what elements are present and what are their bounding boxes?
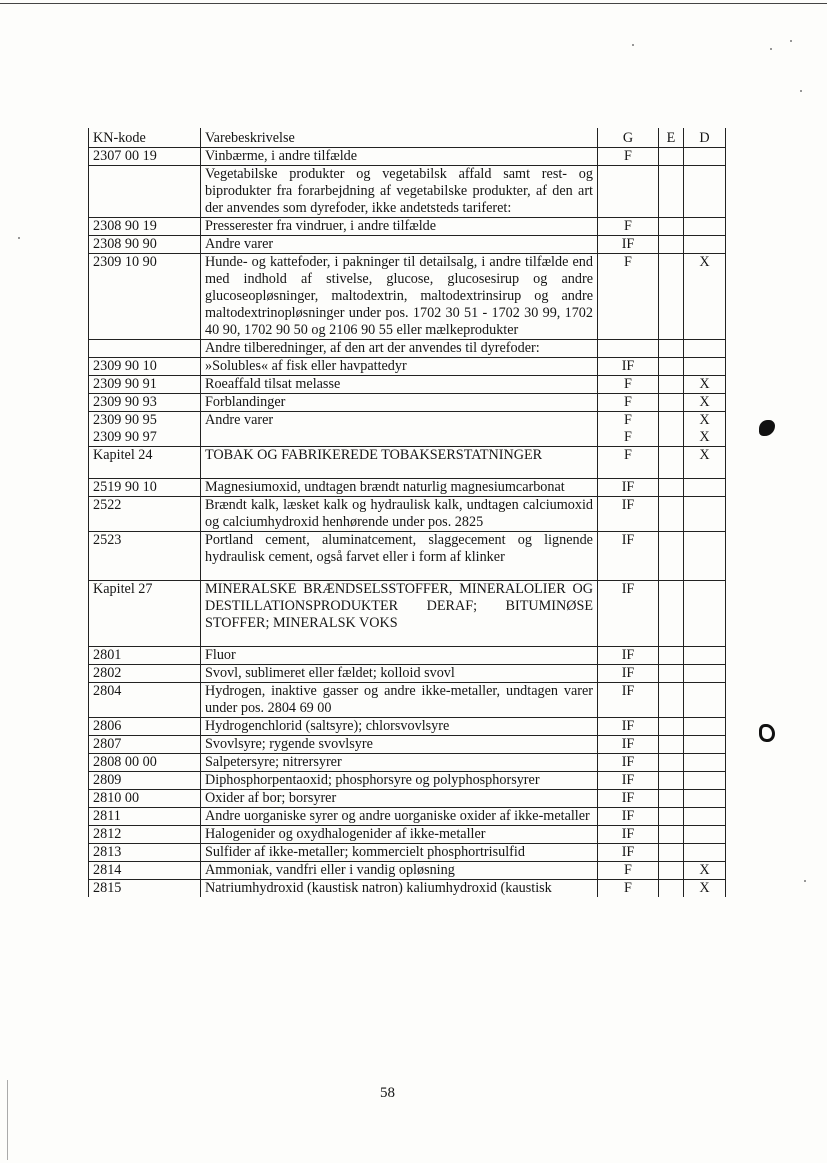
row-d: X — [684, 447, 726, 479]
row-code: 2809 — [89, 772, 201, 790]
row-g: IF — [598, 808, 659, 826]
row-e — [659, 718, 684, 736]
row-e — [659, 772, 684, 790]
table-row — [89, 754, 726, 772]
row-d — [684, 826, 726, 844]
row-code: 2804 — [89, 683, 201, 718]
row-description: Presserester fra vindruer, i andre tilfælde — [201, 218, 598, 236]
row-d — [684, 340, 726, 358]
row-code: 2808 00 00 — [89, 754, 201, 772]
row-d: X — [684, 412, 726, 430]
row-d — [684, 479, 726, 497]
row-e — [659, 447, 684, 479]
table-row — [89, 376, 726, 394]
row-code: 2814 — [89, 862, 201, 880]
row-g: IF — [598, 754, 659, 772]
row-d — [684, 166, 726, 218]
table-row — [89, 880, 726, 898]
header-e: E — [659, 128, 684, 148]
row-code: 2815 — [89, 880, 201, 898]
row-g: IF — [598, 844, 659, 862]
row-code: 2813 — [89, 844, 201, 862]
row-description: Natriumhydroxid (kaustisk natron) kaliumhydroxid (kaustisk — [201, 880, 598, 898]
row-code: 2309 90 10 — [89, 358, 201, 376]
row-d: X — [684, 429, 726, 447]
row-e — [659, 532, 684, 581]
row-description — [201, 429, 598, 447]
row-e — [659, 826, 684, 844]
row-g: IF — [598, 736, 659, 754]
row-g: IF — [598, 358, 659, 376]
row-g: F — [598, 148, 659, 166]
table-row — [89, 497, 726, 532]
row-code: 2801 — [89, 647, 201, 665]
row-g: F — [598, 376, 659, 394]
table-row — [89, 166, 726, 218]
row-code: 2806 — [89, 718, 201, 736]
header-g: G — [598, 128, 659, 148]
table-row — [89, 412, 726, 430]
row-g: F — [598, 394, 659, 412]
row-code: 2309 90 91 — [89, 376, 201, 394]
row-code: 2523 — [89, 532, 201, 581]
row-e — [659, 429, 684, 447]
row-description: Hydrogenchlorid (saltsyre); chlorsvovlsyre — [201, 718, 598, 736]
customs-code-table — [88, 128, 726, 897]
scan-speck — [18, 237, 20, 239]
scan-speck — [770, 48, 772, 50]
row-d — [684, 665, 726, 683]
row-g: IF — [598, 790, 659, 808]
scan-speck — [790, 40, 792, 42]
table-row — [89, 148, 726, 166]
row-g: IF — [598, 683, 659, 718]
row-description: »Solubles« af fisk eller havpattedyr — [201, 358, 598, 376]
row-code: 2309 10 90 — [89, 254, 201, 340]
row-e — [659, 340, 684, 358]
row-code: 2802 — [89, 665, 201, 683]
table-header-row — [89, 128, 726, 148]
row-code: 2522 — [89, 497, 201, 532]
row-code: 2811 — [89, 808, 201, 826]
row-description: Salpetersyre; nitrersyrer — [201, 754, 598, 772]
row-code: Kapitel 27 — [89, 581, 201, 647]
row-description: Vinbærme, i andre tilfælde — [201, 148, 598, 166]
table-row — [89, 254, 726, 340]
row-g: F — [598, 880, 659, 898]
table-row — [89, 808, 726, 826]
table-row — [89, 479, 726, 497]
row-description: MINERALSKE BRÆNDSELSSTOFFER, MINERALOLIER OG DESTILLATIONSPRODUKTER DERAF; BITUMINØSE STOFFER; MINERALSK VOKS — [201, 581, 598, 647]
table-row — [89, 532, 726, 581]
table-row — [89, 358, 726, 376]
row-d — [684, 718, 726, 736]
row-e — [659, 358, 684, 376]
row-d — [684, 790, 726, 808]
row-e — [659, 862, 684, 880]
row-description: Vegetabilske produkter og vegetabilsk affald samt rest- og biprodukter fra forarbejdning af vegetabilske produkter, af den art der anvendes som dyrefoder, ikke andetsteds tariferet: — [201, 166, 598, 218]
scan-speck — [632, 44, 634, 46]
row-g: IF — [598, 772, 659, 790]
table-row — [89, 772, 726, 790]
table-row — [89, 736, 726, 754]
table-row — [89, 683, 726, 718]
row-description: Fluor — [201, 647, 598, 665]
row-e — [659, 647, 684, 665]
row-d: X — [684, 394, 726, 412]
header-d: D — [684, 128, 726, 148]
row-description: Andre tilberedninger, af den art der anvendes til dyrefoder: — [201, 340, 598, 358]
row-description: TOBAK OG FABRIKEREDE TOBAKSERSTATNINGER — [201, 447, 598, 479]
row-g: F — [598, 218, 659, 236]
table-row — [89, 218, 726, 236]
scan-speck — [759, 724, 775, 742]
row-g: F — [598, 254, 659, 340]
table-row — [89, 718, 726, 736]
row-description: Diphosphorpentaoxid; phosphorsyre og polyphosphorsyrer — [201, 772, 598, 790]
row-g — [598, 340, 659, 358]
row-g: IF — [598, 581, 659, 647]
row-e — [659, 808, 684, 826]
scan-speck — [759, 420, 775, 436]
table-row — [89, 790, 726, 808]
table-row — [89, 340, 726, 358]
row-d: X — [684, 376, 726, 394]
row-d — [684, 754, 726, 772]
row-code — [89, 166, 201, 218]
scan-speck — [800, 90, 802, 92]
row-g: IF — [598, 532, 659, 581]
row-d: X — [684, 862, 726, 880]
header-description: Varebeskrivelse — [201, 128, 598, 148]
row-d — [684, 532, 726, 581]
row-code: 2519 90 10 — [89, 479, 201, 497]
row-d — [684, 808, 726, 826]
table-row — [89, 647, 726, 665]
row-g: IF — [598, 647, 659, 665]
row-d — [684, 844, 726, 862]
row-g: F — [598, 447, 659, 479]
row-description: Andre varer — [201, 236, 598, 254]
scan-edge-line — [0, 3, 827, 4]
table-row — [89, 862, 726, 880]
row-code: 2810 00 — [89, 790, 201, 808]
row-g: IF — [598, 826, 659, 844]
row-description: Roeaffald tilsat melasse — [201, 376, 598, 394]
row-description: Brændt kalk, læsket kalk og hydraulisk kalk, undtagen calciumoxid og calciumhydroxid henhørende under pos. 2825 — [201, 497, 598, 532]
row-code — [89, 340, 201, 358]
row-description: Hydrogen, inaktive gasser og andre ikke-metaller, undtagen varer under pos. 2804 69 00 — [201, 683, 598, 718]
row-e — [659, 790, 684, 808]
row-d — [684, 218, 726, 236]
table-row — [89, 429, 726, 447]
row-d — [684, 497, 726, 532]
table-row — [89, 236, 726, 254]
row-description: Portland cement, aluminatcement, slaggecement og lignende hydraulisk cement, også farvet eller i form af klinker — [201, 532, 598, 581]
row-d — [684, 683, 726, 718]
row-g — [598, 166, 659, 218]
row-description: Andre varer — [201, 412, 598, 430]
row-e — [659, 218, 684, 236]
row-description: Svovlsyre; rygende svovlsyre — [201, 736, 598, 754]
row-code: Kapitel 24 — [89, 447, 201, 479]
row-e — [659, 148, 684, 166]
row-code: 2309 90 93 — [89, 394, 201, 412]
row-e — [659, 412, 684, 430]
row-g: IF — [598, 479, 659, 497]
row-g: F — [598, 429, 659, 447]
row-e — [659, 844, 684, 862]
row-description: Halogenider og oxydhalogenider af ikke-metaller — [201, 826, 598, 844]
row-d — [684, 236, 726, 254]
row-g: F — [598, 412, 659, 430]
row-e — [659, 581, 684, 647]
row-code: 2807 — [89, 736, 201, 754]
row-e — [659, 376, 684, 394]
table-row — [89, 581, 726, 647]
row-description: Oxider af bor; borsyrer — [201, 790, 598, 808]
row-code: 2309 90 97 — [89, 429, 201, 447]
row-code: 2308 90 19 — [89, 218, 201, 236]
row-description: Hunde- og kattefoder, i pakninger til detailsalg, i andre tilfælde end med indhold af stivelse, glucose, glucosesirup og andre glucoseopløsninger, maltodextrin, maltodextrinsirup og andre maltodextrinopløsninger under pos. 1702 30 51 - 1702 30 99, 1702 40 90, 1702 90 50 og 2106 90 55 eller mælkeprodukter — [201, 254, 598, 340]
scan-speck — [804, 880, 806, 882]
row-d — [684, 581, 726, 647]
row-d: X — [684, 880, 726, 898]
row-g: IF — [598, 236, 659, 254]
table-row — [89, 826, 726, 844]
row-description: Andre uorganiske syrer og andre uorganiske oxider af ikke-metaller — [201, 808, 598, 826]
row-e — [659, 683, 684, 718]
row-g: F — [598, 862, 659, 880]
table-row — [89, 447, 726, 479]
row-description: Svovl, sublimeret eller fældet; kolloid svovl — [201, 665, 598, 683]
table-row — [89, 394, 726, 412]
row-e — [659, 754, 684, 772]
row-e — [659, 497, 684, 532]
row-e — [659, 880, 684, 898]
row-g: IF — [598, 665, 659, 683]
row-e — [659, 166, 684, 218]
row-code: 2308 90 90 — [89, 236, 201, 254]
row-e — [659, 236, 684, 254]
row-e — [659, 736, 684, 754]
row-code: 2307 00 19 — [89, 148, 201, 166]
header-code: KN-kode — [89, 128, 201, 148]
table-row — [89, 665, 726, 683]
row-description: Ammoniak, vandfri eller i vandig opløsning — [201, 862, 598, 880]
row-d — [684, 148, 726, 166]
row-d — [684, 647, 726, 665]
row-description: Sulfider af ikke-metaller; kommercielt phosphortrisulfid — [201, 844, 598, 862]
row-d: X — [684, 254, 726, 340]
row-e — [659, 665, 684, 683]
page-number: 58 — [380, 1085, 395, 1101]
row-d — [684, 736, 726, 754]
row-e — [659, 394, 684, 412]
row-code: 2309 90 95 — [89, 412, 201, 430]
row-e — [659, 479, 684, 497]
row-description: Forblandinger — [201, 394, 598, 412]
table-row — [89, 844, 726, 862]
row-code: 2812 — [89, 826, 201, 844]
row-g: IF — [598, 718, 659, 736]
row-d — [684, 772, 726, 790]
row-e — [659, 254, 684, 340]
row-description: Magnesiumoxid, undtagen brændt naturlig magnesiumcarbonat — [201, 479, 598, 497]
row-g: IF — [598, 497, 659, 532]
row-d — [684, 358, 726, 376]
